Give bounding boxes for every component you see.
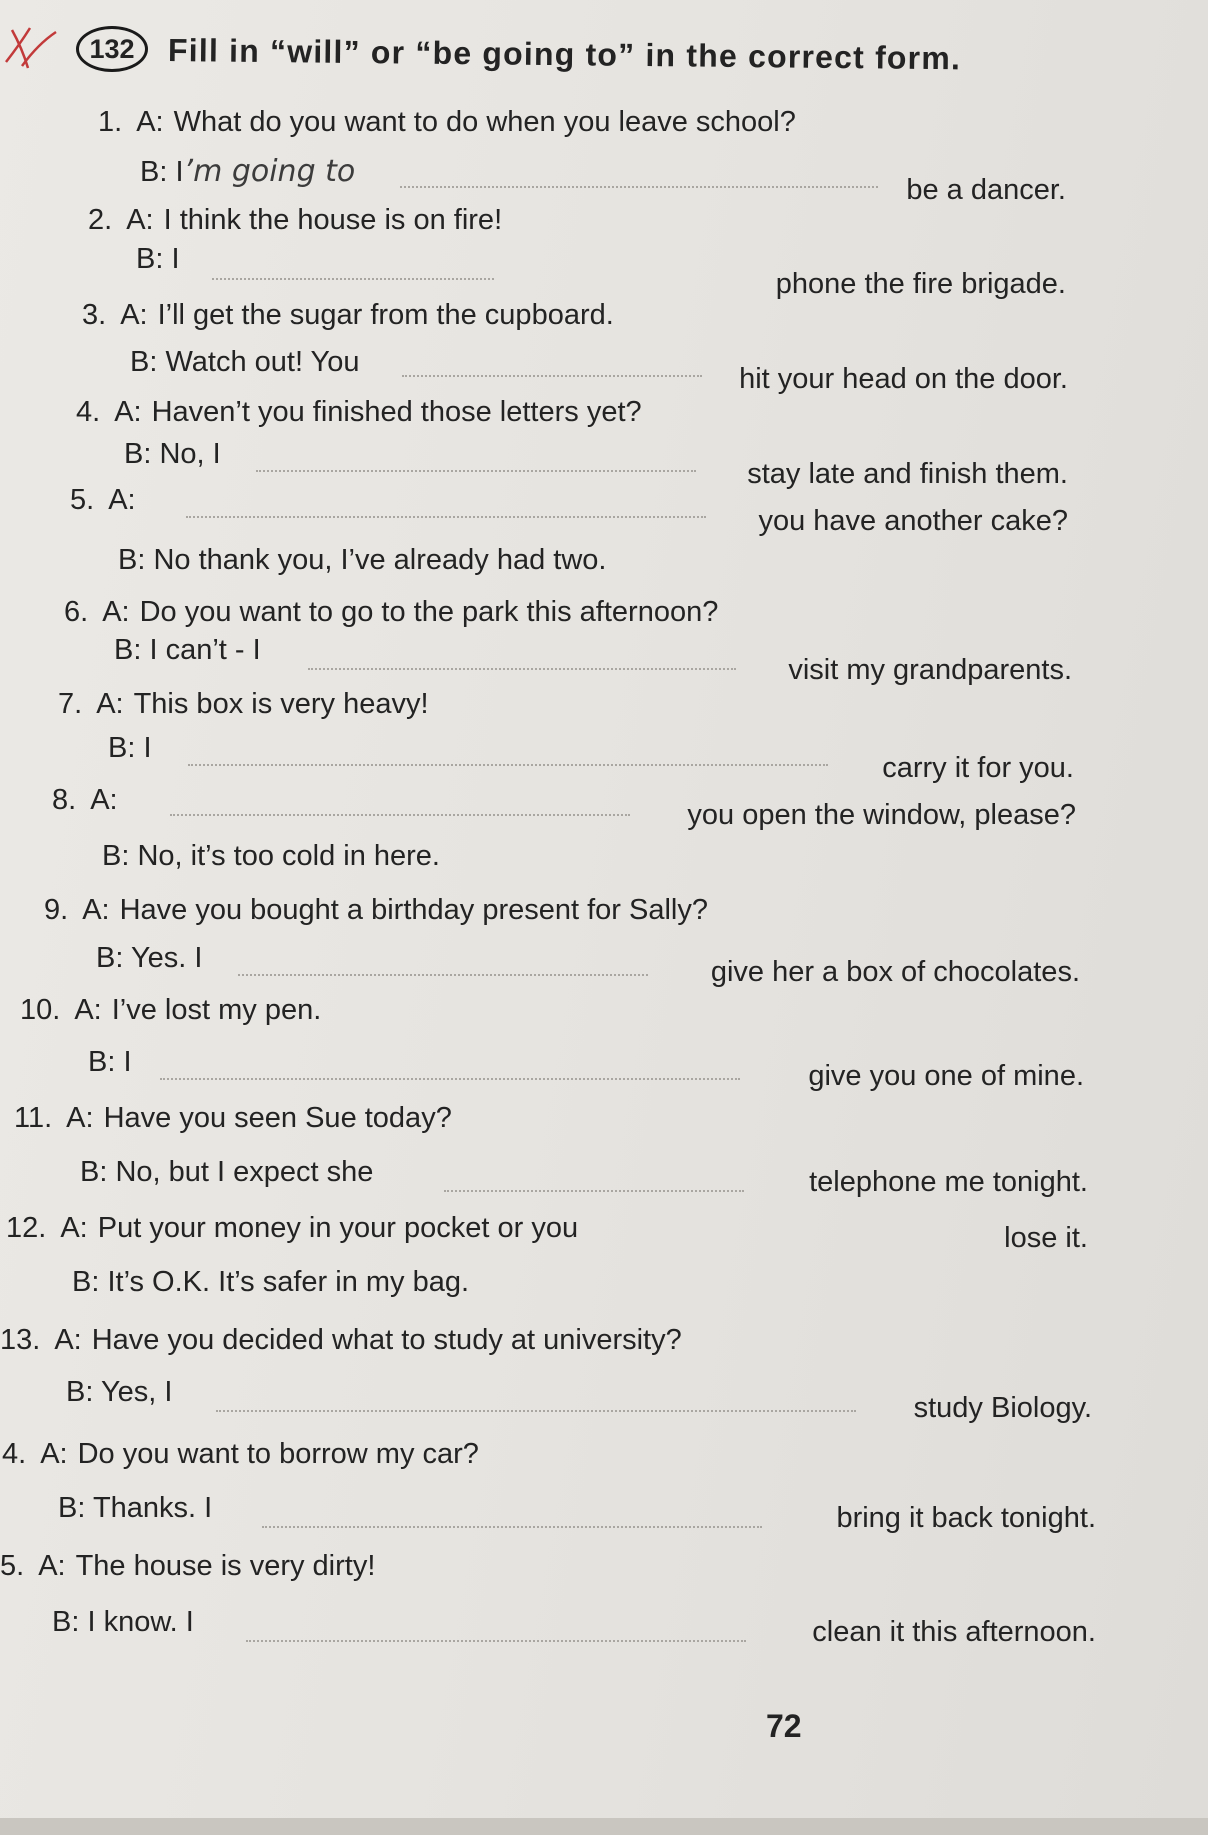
item-8-a-end: you open the window, please?	[687, 799, 1076, 831]
speaker-a: A:	[40, 1438, 68, 1470]
speaker-b: B:	[58, 1492, 86, 1524]
item-15-b-line	[52, 1608, 194, 1637]
item-11-b-start: No, but I expect she	[115, 1156, 374, 1188]
item-15-b-end: clean it this afternoon.	[812, 1616, 1096, 1648]
item-4-a-line	[76, 398, 642, 427]
item-2-b-line	[136, 245, 180, 274]
item-11-a-line	[14, 1104, 452, 1133]
item-7-a-line	[58, 690, 429, 719]
item-13-b-end: study Biology.	[913, 1392, 1092, 1424]
page-edge-shadow	[0, 1818, 1208, 1835]
item-8-b-text: No, it’s too cold in here.	[137, 840, 440, 872]
item-15-a-text: The house is very dirty!	[75, 1550, 376, 1582]
speaker-b: B:	[130, 346, 158, 378]
item-2-answer-blank[interactable]	[212, 278, 494, 280]
item-8-b-line	[102, 842, 440, 871]
item-10-b-line	[88, 1048, 132, 1077]
item-number: 2.	[88, 204, 113, 236]
item-1-a-text: What do you want to do when you leave school?	[173, 106, 796, 138]
item-4-b-line	[124, 440, 221, 469]
item-8-a-line	[52, 786, 128, 815]
item-14-b-end: bring it back tonight.	[836, 1502, 1096, 1534]
item-9-b-start: Yes. I	[130, 942, 203, 974]
item-6-b-start: I can’t - I	[149, 634, 261, 666]
item-10-b-start: I	[123, 1046, 132, 1078]
item-15-answer-blank[interactable]	[246, 1640, 746, 1642]
speaker-a: A:	[114, 396, 142, 428]
item-10-answer-blank[interactable]	[160, 1078, 740, 1080]
speaker-a: A:	[108, 484, 136, 516]
item-2-b-start: I	[171, 243, 180, 275]
speaker-a: A:	[96, 688, 124, 720]
item-10-a-text: I’ve lost my pen.	[111, 994, 322, 1026]
item-10-b-end: give you one of mine.	[808, 1060, 1084, 1092]
item-13-b-line	[66, 1378, 172, 1407]
item-12-b-line	[72, 1268, 469, 1297]
item-number: 5.	[0, 1550, 25, 1582]
item-1-a-line	[98, 108, 796, 137]
speaker-b: B:	[136, 243, 164, 275]
item-9-b-end: give her a box of chocolates.	[710, 956, 1080, 988]
item-3-answer-blank[interactable]	[402, 375, 702, 377]
speaker-b: B:	[80, 1156, 108, 1188]
item-13-answer-blank[interactable]	[216, 1410, 856, 1412]
item-number: 8.	[52, 784, 77, 816]
exercise-number-badge: 132	[76, 26, 148, 72]
item-8-answer-blank[interactable]	[170, 814, 630, 816]
speaker-b: B:	[96, 942, 124, 974]
item-6-a-line	[64, 598, 718, 627]
item-number: 13.	[0, 1324, 41, 1356]
speaker-b: B:	[114, 634, 142, 666]
item-7-b-start: I	[143, 732, 152, 764]
item-6-a-text: Do you want to go to the park this afternoon?	[139, 596, 719, 628]
speaker-b: B:	[108, 732, 136, 764]
item-11-b-line	[80, 1158, 373, 1187]
item-1-handwritten-answer: ’m going to	[183, 154, 356, 189]
speaker-a: A:	[38, 1550, 66, 1582]
item-15-b-start: I know. I	[87, 1606, 194, 1638]
item-3-a-text: I’ll get the sugar from the cupboard.	[157, 299, 614, 331]
item-2-a-text: I think the house is on fire!	[163, 204, 503, 236]
speaker-b: B:	[140, 156, 168, 188]
item-9-a-text: Have you bought a birthday present for Sally?	[119, 894, 709, 926]
item-4-a-text: Haven’t you finished those letters yet?	[151, 396, 642, 428]
item-7-a-text: This box is very heavy!	[133, 688, 429, 720]
item-6-b-end: visit my grandparents.	[788, 654, 1072, 686]
item-12-a-line	[6, 1214, 578, 1243]
speaker-b: B:	[52, 1606, 80, 1638]
speaker-a: A:	[74, 994, 102, 1026]
item-number: 4.	[2, 1438, 27, 1470]
item-6-b-line	[114, 636, 261, 665]
item-number: 1.	[98, 106, 123, 138]
item-3-b-start: Watch out! You	[165, 346, 360, 378]
item-number: 7.	[58, 688, 83, 720]
item-4-b-start: No, I	[159, 438, 221, 470]
item-12-a-end: lose it.	[1004, 1222, 1088, 1254]
item-14-a-text: Do you want to borrow my car?	[77, 1438, 479, 1470]
speaker-b: B:	[102, 840, 130, 872]
item-number: 11.	[14, 1102, 53, 1134]
item-14-a-line	[2, 1440, 479, 1469]
item-3-b-end: hit your head on the door.	[739, 363, 1068, 395]
item-9-answer-blank[interactable]	[238, 974, 648, 976]
item-number: 10.	[20, 994, 61, 1026]
speaker-a: A:	[126, 204, 154, 236]
speaker-a: A:	[66, 1102, 94, 1134]
red-cross-mark-icon	[2, 22, 60, 74]
item-12-b-text: It’s O.K. It’s safer in my bag.	[107, 1266, 470, 1298]
item-13-b-start: Yes, I	[100, 1376, 173, 1408]
speaker-a: A:	[102, 596, 130, 628]
item-4-b-end: stay late and finish them.	[747, 458, 1068, 490]
item-1-b-end: be a dancer.	[906, 174, 1066, 206]
speaker-b: B:	[88, 1046, 116, 1078]
exercise-title: Fill in “will” or “be going to” in the correct form.	[167, 32, 962, 77]
item-9-b-line	[96, 944, 202, 973]
item-13-a-text: Have you decided what to study at university?	[91, 1324, 682, 1356]
page-number: 72	[766, 1708, 802, 1744]
item-7-answer-blank[interactable]	[188, 764, 828, 766]
speaker-a: A:	[136, 106, 164, 138]
speaker-b: B:	[66, 1376, 94, 1408]
item-12-a-start: Put your money in your pocket or you	[97, 1212, 579, 1244]
item-14-answer-blank[interactable]	[262, 1526, 762, 1528]
item-number: 12.	[6, 1212, 47, 1244]
speaker-a: A:	[82, 894, 110, 926]
item-6-answer-blank[interactable]	[308, 668, 736, 670]
item-5-a-end: you have another cake?	[758, 505, 1068, 537]
item-14-b-line	[58, 1494, 212, 1523]
item-number: 9.	[44, 894, 69, 926]
item-1-b-start: I	[175, 156, 184, 188]
item-15-a-line	[0, 1552, 375, 1581]
speaker-a: A:	[90, 784, 118, 816]
item-11-a-text: Have you seen Sue today?	[103, 1102, 452, 1134]
item-1-b-line	[140, 154, 356, 189]
item-11-answer-blank[interactable]	[444, 1190, 744, 1192]
item-5-answer-blank[interactable]	[186, 516, 706, 518]
item-10-a-line	[20, 996, 321, 1025]
speaker-a: A:	[60, 1212, 88, 1244]
item-5-a-line	[70, 486, 146, 515]
item-11-b-end: telephone me tonight.	[809, 1166, 1088, 1198]
item-number: 4.	[76, 396, 101, 428]
speaker-b: B:	[72, 1266, 100, 1298]
item-7-b-end: carry it for you.	[882, 752, 1074, 784]
item-3-a-line	[82, 301, 614, 330]
item-3-b-line	[130, 348, 359, 377]
item-13-a-line	[0, 1326, 682, 1355]
speaker-a: A:	[120, 299, 148, 331]
speaker-a: A:	[54, 1324, 82, 1356]
speaker-b: B:	[124, 438, 152, 470]
item-number: 6.	[64, 596, 89, 628]
item-7-b-line	[108, 734, 152, 763]
speaker-b: B:	[118, 544, 146, 576]
item-4-answer-blank[interactable]	[256, 470, 696, 472]
item-2-a-line	[88, 206, 502, 235]
item-14-b-start: Thanks. I	[92, 1492, 213, 1524]
item-1-answer-blank[interactable]	[400, 186, 878, 188]
item-5-b-line	[118, 546, 606, 575]
item-2-b-end: phone the fire brigade.	[775, 268, 1066, 300]
item-9-a-line	[44, 896, 708, 925]
item-5-b-text: No thank you, I’ve already had two.	[153, 544, 607, 576]
item-number: 5.	[70, 484, 95, 516]
item-number: 3.	[82, 299, 107, 331]
